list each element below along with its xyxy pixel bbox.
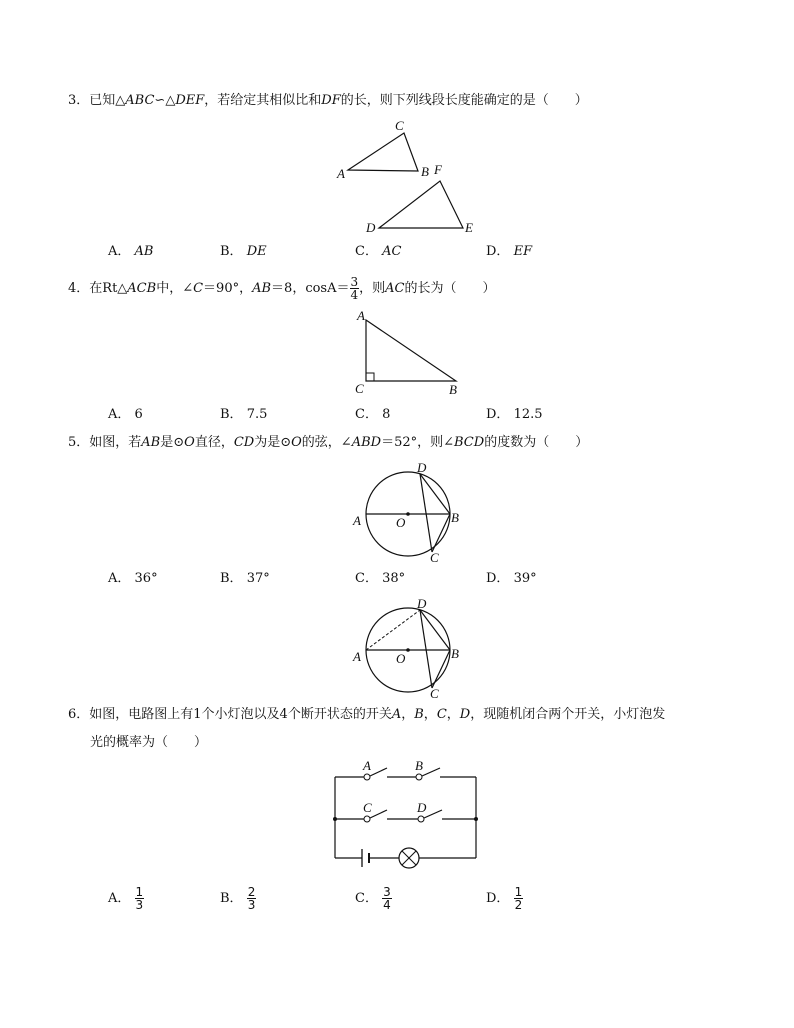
q3-option-a[interactable]: A． AB — [108, 244, 154, 259]
label-b: B — [449, 382, 457, 397]
label-b: B — [451, 510, 459, 525]
switch-d-contact — [418, 816, 424, 822]
question-6-stem-line2: 光的概率为（ ） — [90, 735, 208, 750]
question-6-stem-line1: 6．如图，电路图上有1个小灯泡以及4个断开状态的开关A，B，C，D，现随机闭合两个开关，小灯泡发 — [68, 707, 666, 722]
q6-option-b[interactable]: B． $\frac{2}{3}$ — [220, 885, 256, 912]
label-d: D — [417, 460, 427, 475]
q6-option-c[interactable]: C． $\frac{3}{4}$ — [355, 885, 391, 912]
q5-option-b[interactable]: B． 37° — [220, 571, 270, 586]
label-a: A — [357, 308, 365, 323]
switch-b-contact — [416, 774, 422, 780]
q4-option-c[interactable]: C． 8 — [355, 407, 391, 422]
label-c: C — [430, 686, 439, 701]
question-number: 3． — [68, 93, 90, 108]
label-a: A — [353, 513, 361, 528]
label-a: A — [353, 649, 361, 664]
label-a: A — [363, 758, 371, 773]
label-c: C — [355, 381, 364, 396]
switch-a-contact — [364, 774, 370, 780]
label-b: B — [415, 758, 423, 773]
label-f: F — [434, 162, 442, 177]
question-4-stem: 4．在Rt△ACB中，∠C＝90°，AB＝8，cosA＝ $\frac{3}{4}$ ，则AC的长为（ ） — [68, 275, 496, 302]
q6-option-a[interactable]: A． $\frac{1}{3}$ — [108, 885, 144, 912]
q5-option-c[interactable]: C． 38° — [355, 571, 406, 586]
label-c: C — [363, 800, 372, 815]
junction-right — [474, 817, 478, 821]
cos-fraction: $\frac{3}{4}$ — [350, 275, 359, 302]
label-o: O — [396, 515, 406, 530]
q3-option-c[interactable]: C． AC — [355, 244, 402, 259]
label-d: D — [366, 220, 376, 235]
label-o: O — [396, 651, 406, 666]
q3-option-b[interactable]: B． DE — [220, 244, 267, 259]
switch-d-blade — [424, 810, 442, 818]
junction-left — [333, 817, 337, 821]
switch-b-blade — [422, 768, 440, 776]
q4-option-b[interactable]: B． 7.5 — [220, 407, 268, 422]
label-b: B — [451, 646, 459, 661]
q4-option-a[interactable]: A． 6 — [108, 407, 143, 422]
q3-option-d[interactable]: D． EF — [486, 244, 533, 259]
label-c: C — [430, 550, 439, 565]
label-e: E — [465, 220, 473, 235]
q4-option-d[interactable]: D． 12.5 — [486, 407, 543, 422]
switch-a-blade — [370, 768, 387, 776]
label-c: C — [395, 118, 404, 133]
label-d: D — [417, 596, 427, 611]
label-d: D — [417, 800, 427, 815]
label-a: A — [337, 166, 345, 181]
q6-option-d[interactable]: D． $\frac{1}{2}$ — [486, 885, 523, 912]
question-3-stem: 3．已知△ABC∽△DEF，若给定其相似比和DF的长，则下列线段长度能确定的是（ ） — [68, 93, 588, 108]
switch-c-blade — [370, 810, 387, 818]
switch-c-contact — [364, 816, 370, 822]
question-5-stem: 5．如图，若AB是⊙O直径，CD为是⊙O的弦，∠ABD＝52°，则∠BCD的度数为（ ） — [68, 435, 589, 450]
q5-option-d[interactable]: D． 39° — [486, 571, 537, 586]
label-b: B — [421, 164, 429, 179]
q5-option-a[interactable]: A． 36° — [108, 571, 158, 586]
